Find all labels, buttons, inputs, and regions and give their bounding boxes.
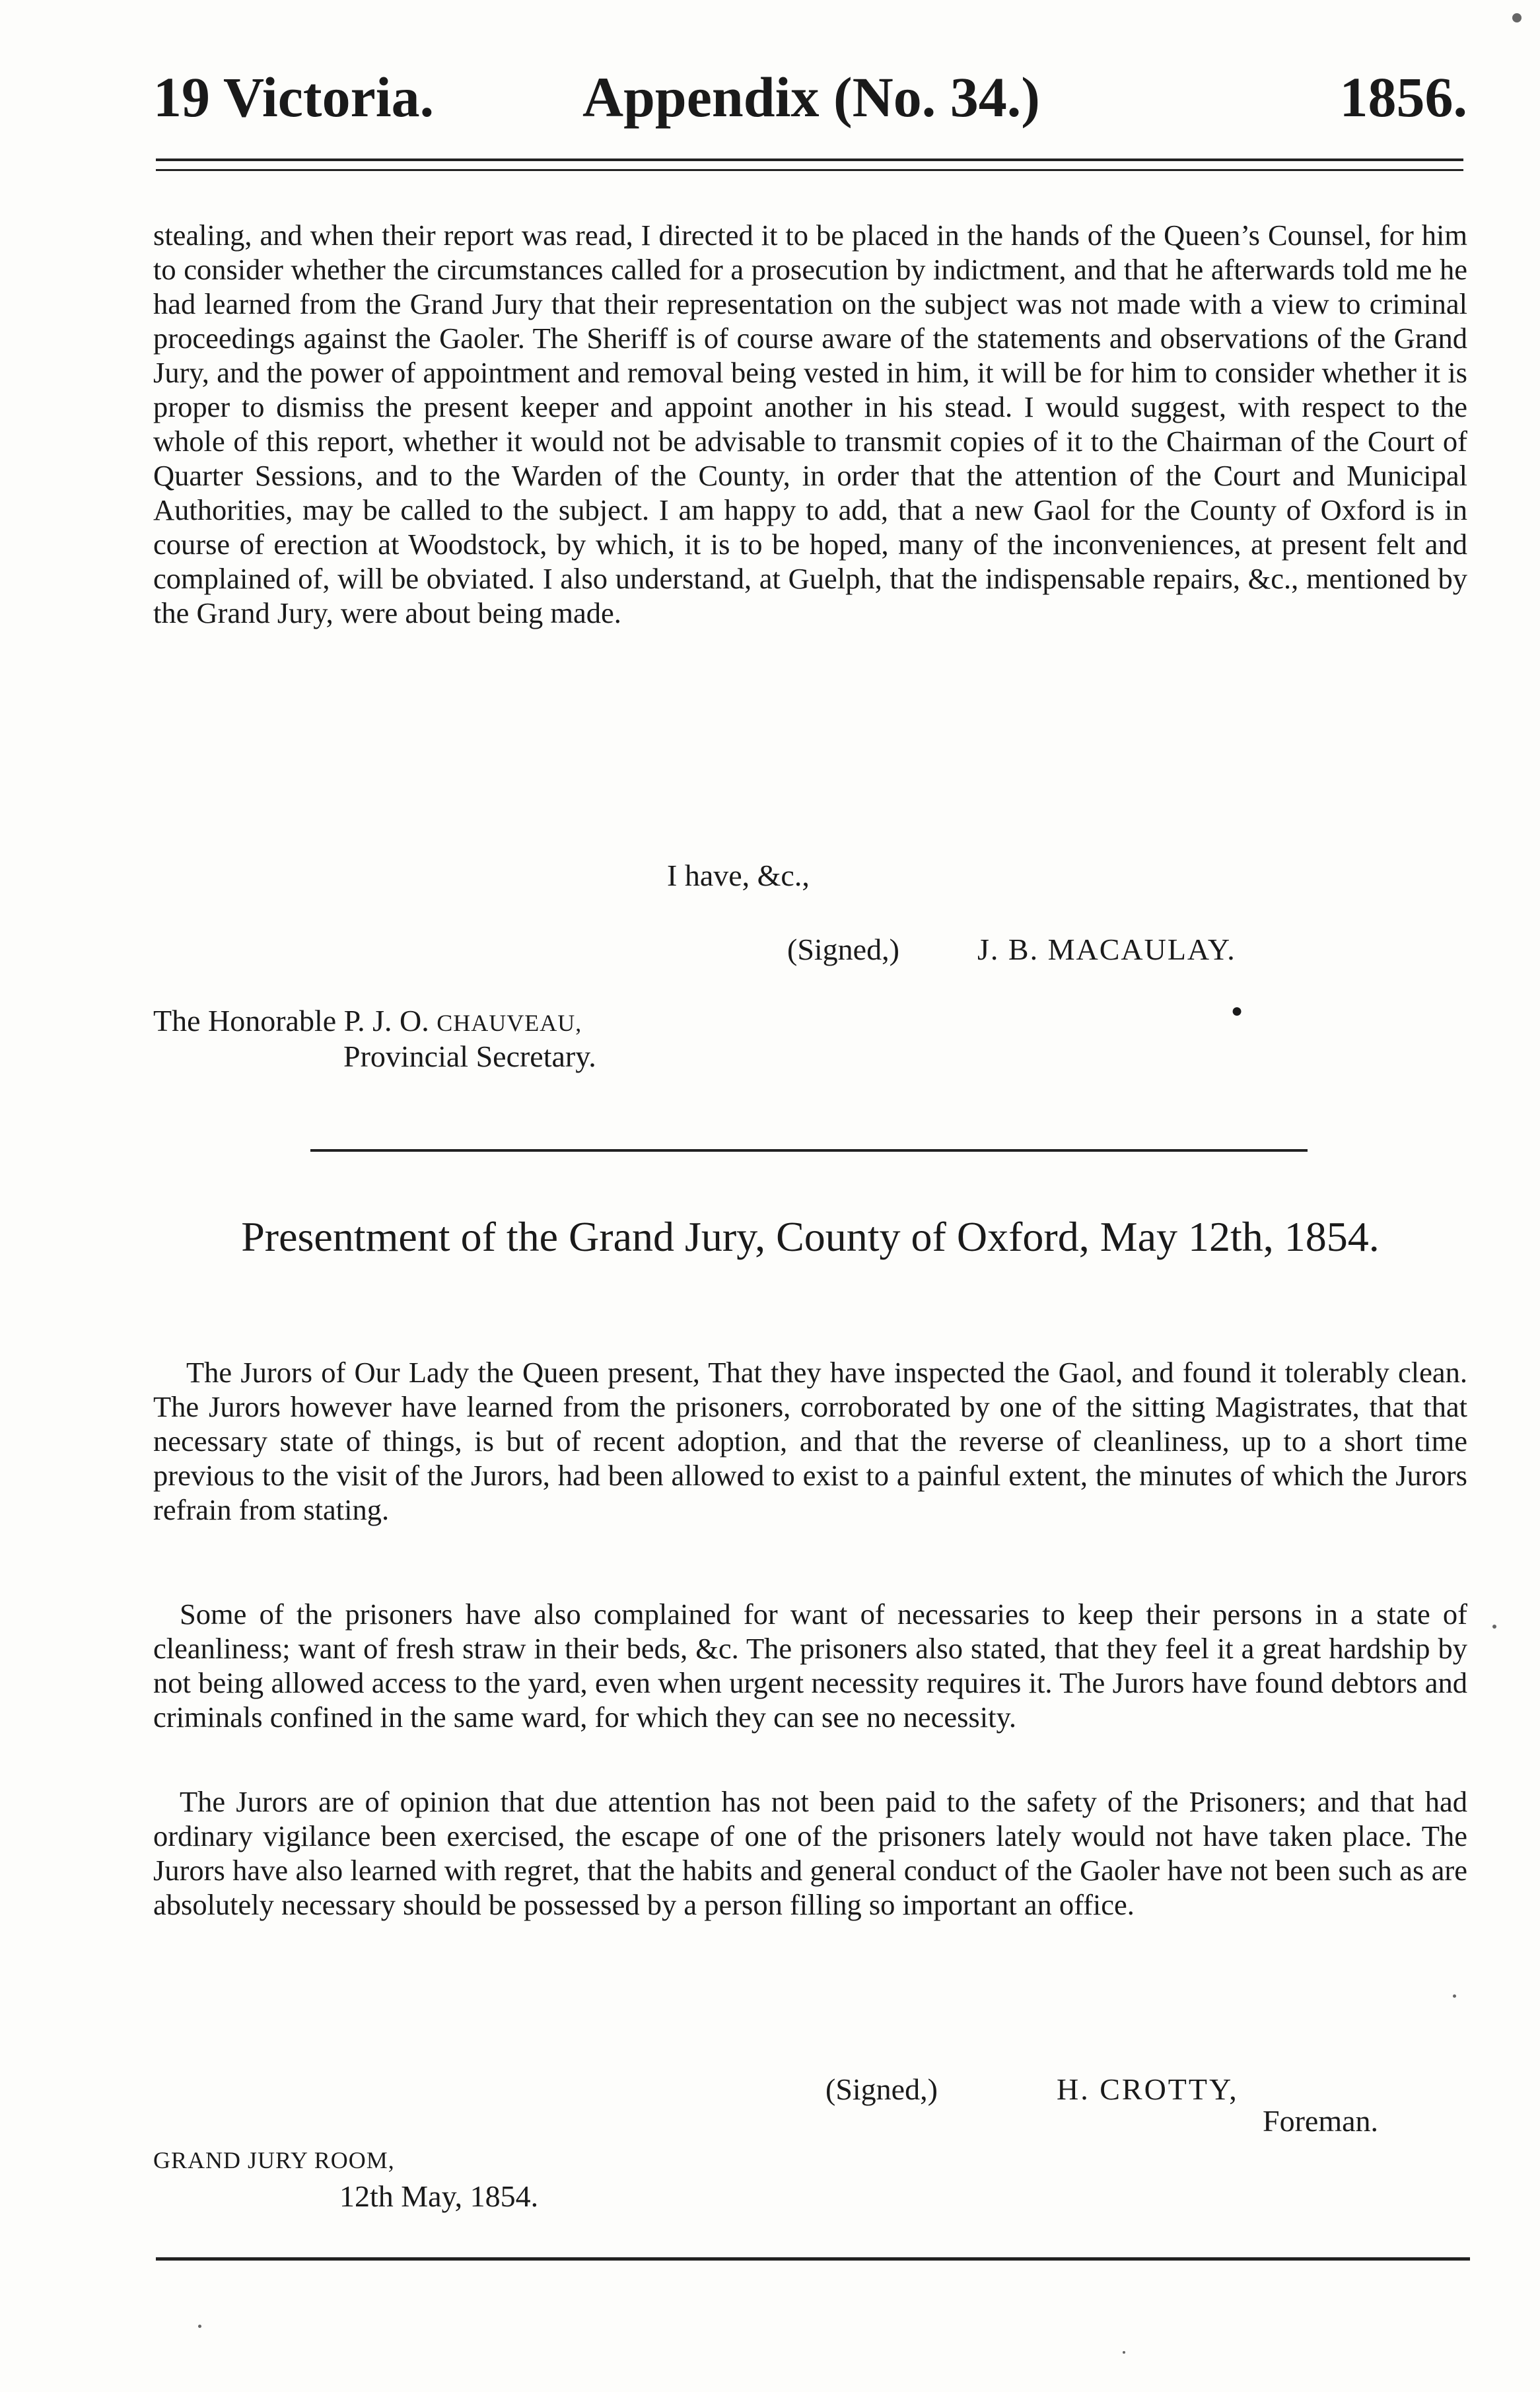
print-speck [1123, 2351, 1125, 2354]
addressee-name-text: CHAUVEAU, [437, 1010, 582, 1036]
print-speck [1512, 13, 1522, 22]
foreman-role: Foreman. [1263, 2104, 1379, 2138]
addressee-name [437, 1010, 582, 1036]
grand-jury-room [153, 2140, 395, 2179]
page-header [153, 61, 1467, 133]
place-text: GRAND JURY ROOM, [153, 2147, 395, 2173]
print-speck [198, 2325, 201, 2328]
print-speck [1453, 1994, 1456, 1998]
footer-rule [156, 2257, 1470, 2261]
addressee-title: Provincial Secretary. [343, 1039, 596, 1073]
header-appendix-number: Appendix (No. 34.) [582, 65, 1040, 129]
header-year: 1856. [1339, 65, 1467, 129]
print-speck [1492, 1625, 1496, 1629]
presentment-paragraph-3: The Jurors are of opinion that due attention has not been paid to the safety of the Prisoners; and that had ordinary vigilance been exercised, the escape of one of the prisoners lately would not have taken place. The Jurors have also learned with regret, that the habits and general conduct of the Gaoler have not been such as are absolutely necessary should be possessed by a person filling so important an office. [153, 1785, 1467, 1921]
header-regnal-year: 19 Victoria. [153, 65, 435, 129]
letter-signature: J. B. MACAULAY. [977, 932, 1236, 966]
header-rule-lower [156, 169, 1463, 171]
ink-dot: ● [1231, 1000, 1243, 1022]
foreman-signature: H. CROTTY, [1057, 2072, 1239, 2106]
presentment-paragraph-1: The Jurors of Our Lady the Queen present, That they have inspected the Gaol, and found it tolerably clean. The Jurors however have learned from the prisoners, corroborated by one of the sitting Magistrates, that that necessary state of things, is but of recent adoption, and that the reverse of cleanliness, up to a short time previous to the visit of the Jurors, had been allowed to exist to a painful extent, the minutes of which the Jurors refrain from stating. [153, 1356, 1467, 1526]
signed-label: (Signed,) [825, 2072, 938, 2106]
addressee-line [153, 1003, 582, 1041]
header-rule-upper [156, 158, 1463, 161]
letter-body-paragraph: stealing, and when their report was read, I directed it to be placed in the hands of the Queen’s Counsel, for him to consider whether the circumstances called for a prosecution by indictment, and that he afterwards told me he had learned from the Grand Jury that their representation on the subject was not made with a view to criminal proceedings against the Gaoler. The Sheriff is of course aware of the statements and observations of the Grand Jury, and the power of appointment and removal being vested in him, it will be for him to consider whether it is proper to dismiss the present keeper and appoint another in his stead. I would suggest, with respect to the whole of this report, whether it would not be advisable to transmit copies of it to the Chairman of the Court of Quarter Sessions, and to the Warden of the County, in order that the attention of the Court and Municipal Authorities, may be called to the subject. I am happy to add, that a new Gaol for the County of Oxford is in course of erection at Woodstock, by which, it is to be hoped, many of the inconveniences, at present felt and complained of, will be obviated. I also understand, at Guelph, that the indispensable repairs, &c., mentioned by the Grand Jury, were about being made. [153, 219, 1467, 629]
addressee-prefix: The Honorable P. J. O. [153, 1004, 429, 1038]
presentment-date: 12th May, 1854. [339, 2179, 539, 2213]
section-divider [310, 1149, 1308, 1152]
signed-label: (Signed,) [787, 932, 899, 966]
presentment-title: Presentment of the Grand Jury, County of Oxford, May 12th, 1854. [241, 1213, 1380, 1260]
complimentary-close: I have, &c., [667, 859, 810, 892]
presentment-paragraph-2: Some of the prisoners have also complained for want of necessaries to keep their persons in a state of cleanliness; want of fresh straw in their beds, &c. The prisoners also stated, that they feel it a great hardship by not being allowed access to the yard, even when urgent necessity requires it. The Jurors have found debtors and criminals confined in the same ward, for which they can see no necessity. [153, 1598, 1467, 1734]
